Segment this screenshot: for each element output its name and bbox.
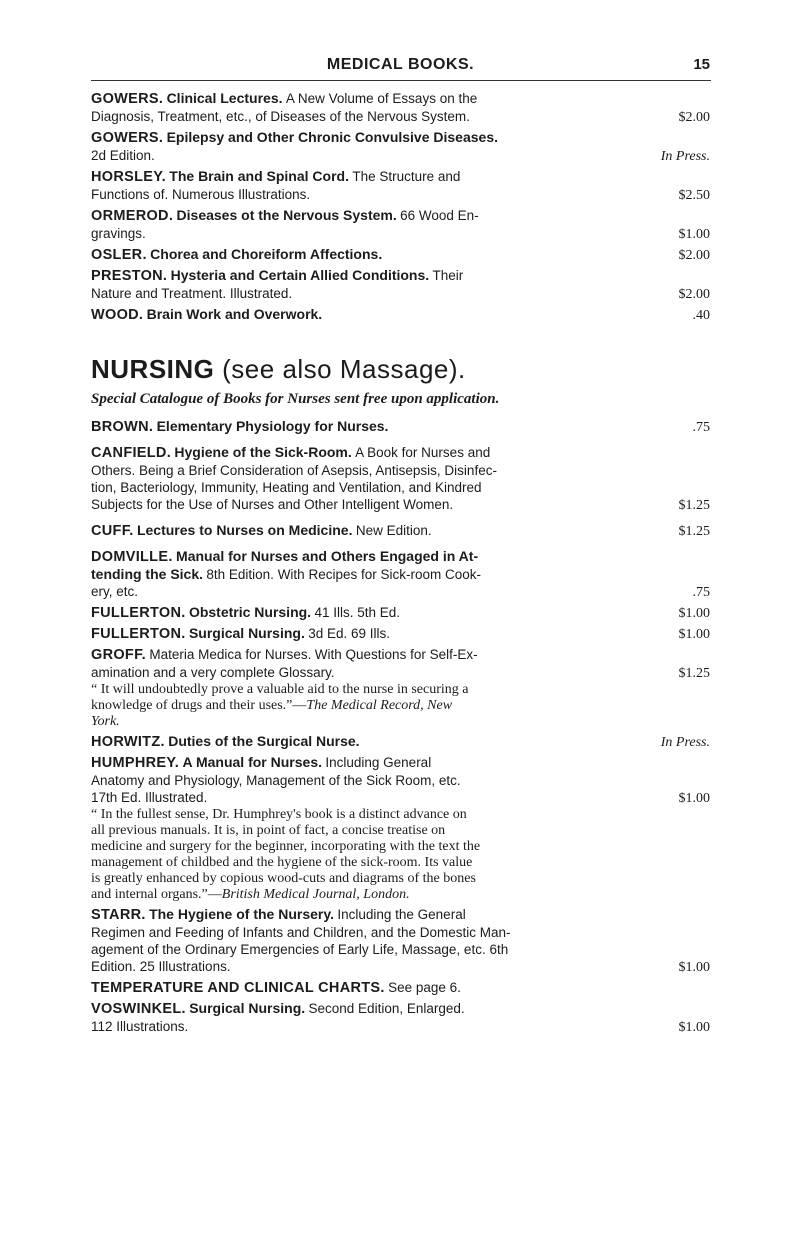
book-description: Edition. 25 Illustrations.	[91, 959, 231, 974]
book-title: The Hygiene of the Nursery.	[149, 906, 334, 922]
book-price: .75	[692, 585, 710, 600]
book-title: Surgical Nursing.	[189, 1000, 306, 1016]
quote-line: all previous manuals. It is, in point of fact, a concise treatise on	[91, 823, 446, 838]
book-title: Clinical Lectures.	[166, 90, 283, 106]
quote-source: British Medical Journal, London.	[221, 887, 410, 902]
section-title: NURSING	[91, 354, 215, 384]
book-entry	[91, 1000, 710, 1036]
book-price: $1.25	[678, 524, 710, 539]
book-title: tending the Sick.	[91, 566, 204, 582]
book-entry	[91, 979, 710, 997]
book-description: With Questions for Self-Ex-	[314, 647, 478, 662]
catalogue-note: Special Catalogue of Books for Nurses sent free upon application.	[91, 391, 500, 407]
book-description: ery, etc.	[91, 584, 139, 599]
book-title: Surgical Nursing.	[188, 625, 305, 641]
book-price: $2.50	[678, 188, 710, 203]
quote-line: “ In the fullest sense, Dr. Humphrey's book is a distinct advance on	[91, 807, 467, 822]
book-title: Materia Medica for Nurses.	[149, 647, 312, 662]
book-description: agement of the Ordinary Emergencies of Early Life, Massage, etc. 6th	[91, 942, 509, 957]
quote-source: York.	[91, 714, 120, 729]
book-description: 17th Ed. Illustrated.	[91, 790, 208, 805]
book-description: Others. Being a Brief Consideration of Asepsis, Antisepsis, Disinfec-	[91, 463, 497, 478]
book-entry	[91, 168, 710, 204]
book-description: Functions of. Numerous Illustrations.	[91, 187, 311, 202]
book-title: Elementary Physiology for Nurses.	[156, 418, 389, 434]
book-description: 2d Edition.	[91, 148, 155, 163]
book-title: Hygiene of the Sick-Room.	[174, 444, 352, 460]
review-quote	[91, 807, 710, 903]
book-entry	[91, 754, 710, 903]
book-description: A New Volume of Essays on the	[285, 91, 478, 106]
book-price: .40	[692, 308, 710, 323]
header-rule	[91, 80, 711, 81]
quote-line: knowledge of drugs and their uses.”—	[91, 698, 307, 713]
book-description: amination and a very complete Glossary.	[91, 665, 335, 680]
author-name: GOWERS.	[91, 130, 164, 146]
book-title: The Brain and Spinal Cord.	[169, 168, 349, 184]
book-title: A Manual for Nurses.	[182, 754, 322, 770]
book-entry	[91, 306, 710, 324]
book-title: Hysteria and Certain Allied Conditions.	[170, 267, 430, 283]
book-entry	[91, 444, 710, 514]
book-price: $1.25	[678, 666, 710, 681]
author-name: HORSLEY.	[91, 169, 166, 185]
book-entry	[91, 522, 710, 540]
book-description: Nature and Treatment. Illustrated.	[91, 286, 293, 301]
book-description: The Structure and	[352, 169, 461, 184]
book-description: Their	[432, 268, 464, 283]
author-name: OSLER.	[91, 247, 147, 263]
cross-reference: See page 6.	[388, 980, 461, 995]
book-entry	[91, 267, 710, 303]
book-entry	[91, 90, 710, 126]
book-description: 41 Ills. 5th Ed.	[314, 605, 401, 620]
book-description: New Edition.	[355, 523, 432, 538]
author-name: CUFF.	[91, 523, 134, 539]
author-name: BROWN.	[91, 419, 154, 435]
book-description: tion, Bacteriology, Immunity, Heating and Ventilation, and Kindred	[91, 480, 482, 495]
book-description: gravings.	[91, 226, 146, 241]
book-description: 66 Wood En-	[400, 208, 479, 223]
book-entry	[91, 906, 710, 976]
quote-line: and internal organs.”—	[91, 887, 222, 902]
author-name: HUMPHREY.	[91, 755, 180, 771]
book-description: A Book for Nurses and	[355, 445, 491, 460]
book-price: $1.00	[678, 960, 710, 975]
book-price: $1.00	[678, 791, 710, 806]
book-list	[91, 90, 710, 1036]
page-number: 15	[693, 56, 710, 73]
book-title: Epilepsy and Other Chronic Convulsive Diseases.	[166, 129, 499, 145]
book-title: Brain Work and Overwork.	[146, 306, 323, 322]
author-name: GROFF.	[91, 647, 146, 663]
book-entry	[91, 207, 710, 243]
book-entry	[91, 129, 710, 165]
book-title: Obstetric Nursing.	[188, 604, 312, 620]
author-name: FULLERTON.	[91, 605, 186, 621]
author-name: ORMEROD.	[91, 208, 174, 224]
book-status: In Press.	[660, 149, 710, 164]
author-name: VOSWINKEL.	[91, 1001, 186, 1017]
book-description: Second Edition, Enlarged.	[308, 1001, 465, 1016]
book-price: .75	[692, 420, 710, 435]
quote-source: The Medical Record, New	[306, 698, 453, 713]
book-price: $1.00	[678, 1020, 710, 1035]
quote-line: medicine and surgery for the beginner, incorporating with the text the	[91, 839, 481, 854]
running-header	[91, 56, 710, 78]
author-name: HORWITZ.	[91, 734, 165, 750]
book-entry	[91, 604, 710, 622]
book-price: $1.00	[678, 606, 710, 621]
section-cross-reference: (see also Massage).	[222, 354, 466, 384]
book-title: Diseases ot the Nervous System.	[176, 207, 397, 223]
quote-line: “ It will undoubtedly prove a valuable aid to the nurse in securing a	[91, 682, 469, 697]
book-price: $2.00	[678, 287, 710, 302]
book-price: $2.00	[678, 110, 710, 125]
book-price: $1.00	[678, 627, 710, 642]
book-description: Subjects for the Use of Nurses and Other Intelligent Women.	[91, 497, 454, 512]
book-title: Duties of the Surgical Nurse.	[168, 733, 360, 749]
book-description: Anatomy and Physiology, Management of the Sick Room, etc.	[91, 773, 461, 788]
header-title: MEDICAL BOOKS.	[326, 56, 475, 73]
author-name: PRESTON.	[91, 268, 168, 284]
book-description: Including General	[325, 755, 432, 770]
author-name: STARR.	[91, 907, 146, 923]
book-entry	[91, 548, 710, 601]
book-entry	[91, 246, 710, 264]
quote-line: is greatly enhanced by copious wood-cuts and diagrams of the bones	[91, 871, 476, 886]
book-description: 8th Edition. With Recipes for Sick-room Cook-	[206, 567, 481, 582]
book-title: Manual for Nurses and Others Engaged in At-	[176, 548, 479, 564]
book-entry	[91, 625, 710, 643]
book-price: $1.00	[678, 227, 710, 242]
book-description: 112 Illustrations.	[91, 1019, 189, 1034]
author-name: GOWERS.	[91, 91, 164, 107]
book-entry	[91, 646, 710, 730]
book-status: In Press.	[660, 735, 710, 750]
author-name: DOMVILLE.	[91, 549, 173, 565]
book-entry	[91, 418, 710, 436]
author-name: WOOD.	[91, 307, 144, 323]
review-quote	[91, 682, 710, 730]
book-description: Diagnosis, Treatment, etc., of Diseases of the Nervous System.	[91, 109, 470, 124]
book-description: Regimen and Feeding of Infants and Children, and the Domestic Man-	[91, 925, 511, 940]
book-entry	[91, 733, 710, 751]
author-name: FULLERTON.	[91, 626, 186, 642]
author-name: CANFIELD.	[91, 445, 172, 461]
quote-line: management of childbed and the hygiene of the sick-room. Its value	[91, 855, 473, 870]
book-price: $2.00	[678, 248, 710, 263]
book-price: $1.25	[678, 498, 710, 513]
book-title: Lectures to Nurses on Medicine.	[136, 522, 353, 538]
book-description: 3d Ed. 69 Ills.	[308, 626, 391, 641]
book-description: Including the General	[337, 907, 466, 922]
section-heading	[91, 354, 710, 385]
book-title: TEMPERATURE AND CLINICAL CHARTS.	[91, 980, 385, 996]
book-title: Chorea and Choreiform Affections.	[150, 246, 383, 262]
